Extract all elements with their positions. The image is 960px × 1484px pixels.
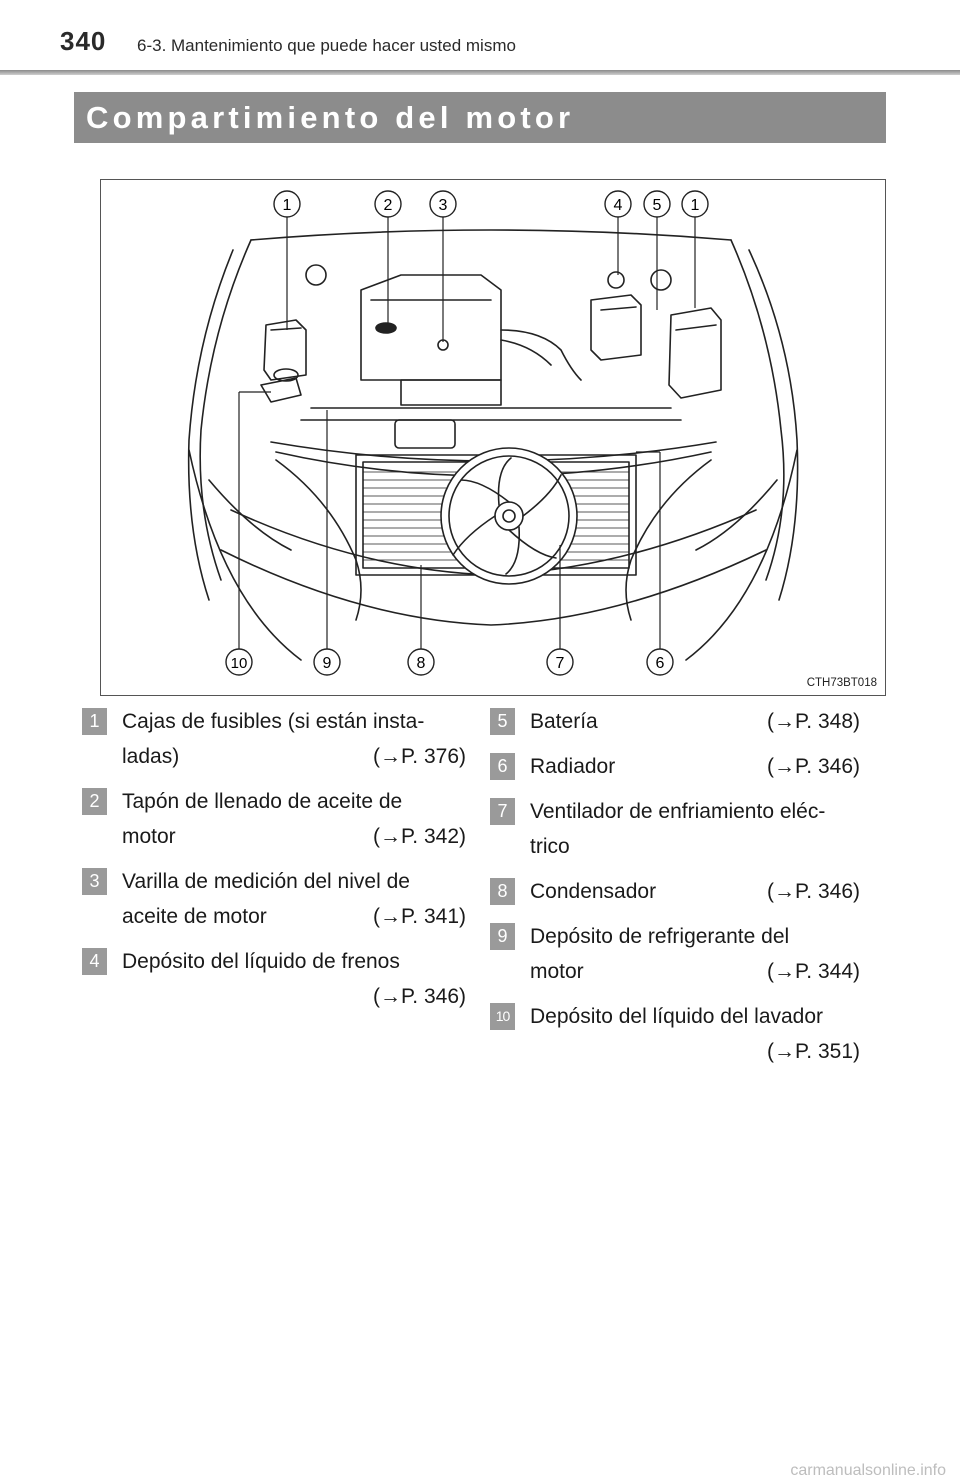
callout-7: 7 [555,655,565,672]
header-rule [0,70,960,75]
page-header [0,0,960,80]
legend-item [82,704,466,774]
item-text: Batería [530,710,598,733]
legend-right-column [490,704,860,1069]
item-number-badge: 3 [82,868,107,895]
item-text-cont: motor [530,960,584,983]
item-number-badge: 1 [82,708,107,735]
engine-compartment-figure [100,179,886,696]
legend-item [82,864,466,934]
item-page-ref: (→P. 342) [373,825,466,848]
item-text-cont: trico [530,835,570,858]
legend-item [82,784,466,854]
legend-item [490,794,860,864]
item-page-ref: (→P. 346) [767,755,860,778]
section-path: 6-3. Mantenimiento que puede hacer usted mismo [137,36,516,55]
item-text: Condensador [530,880,657,903]
item-text-cont: motor [122,825,176,848]
legend-item [490,704,860,739]
watermark: carmanualsonline.info [790,1462,946,1479]
item-text: Depósito de refrigerante del [530,925,790,948]
legend-item [490,874,860,909]
item-number-badge: 5 [490,708,515,735]
callout-1a: 1 [282,197,292,214]
callout-3: 3 [438,197,448,214]
item-text: Depósito del líquido del lavador [530,1005,824,1028]
item-text: Depósito del líquido de frenos [122,950,400,973]
item-text: Varilla de medición del nivel de [122,870,410,893]
item-text-cont: ladas) [122,745,180,768]
item-number-badge: 6 [490,753,515,780]
callout-10: 10 [230,655,248,672]
item-page-ref: (→P. 346) [373,985,466,1008]
item-text: Tapón de llenado de aceite de [122,790,403,813]
callout-6: 6 [655,655,665,672]
legend-item [82,944,466,1008]
item-number-badge: 4 [82,948,107,975]
engine-illustration [101,180,885,695]
image-code: CTH73BT018 [806,677,877,689]
callout-4: 4 [613,197,623,214]
item-text: Ventilador de enfriamiento eléc- [530,800,826,823]
item-number-badge: 2 [82,788,107,815]
callout-9: 9 [322,655,332,672]
item-text: Cajas de fusibles (si están insta- [122,710,425,733]
page-number: 340 [60,26,107,56]
item-page-ref: (→P. 351) [767,1040,860,1063]
section-title-bar [74,92,886,143]
item-number-badge: 9 [490,923,515,950]
legend-item [490,919,860,989]
item-number-badge: 10 [490,1003,515,1030]
callout-1b: 1 [690,197,700,214]
legend-item [490,999,860,1063]
item-text-cont: aceite de motor [122,905,267,928]
callout-2: 2 [383,197,393,214]
item-page-ref: (→P. 346) [767,880,860,903]
item-number-badge: 7 [490,798,515,825]
callout-8: 8 [416,655,426,672]
item-page-ref: (→P. 348) [767,710,860,733]
callouts-top [274,191,708,217]
item-number-badge: 8 [490,878,515,905]
legend-left-column [82,704,466,1014]
item-page-ref: (→P. 376) [373,745,466,768]
section-title: Compartimiento del motor [86,100,575,135]
legend-item [490,749,860,784]
item-page-ref: (→P. 344) [767,960,860,983]
callout-5: 5 [652,197,662,214]
item-text: Radiador [530,755,616,778]
item-page-ref: (→P. 341) [373,905,466,928]
